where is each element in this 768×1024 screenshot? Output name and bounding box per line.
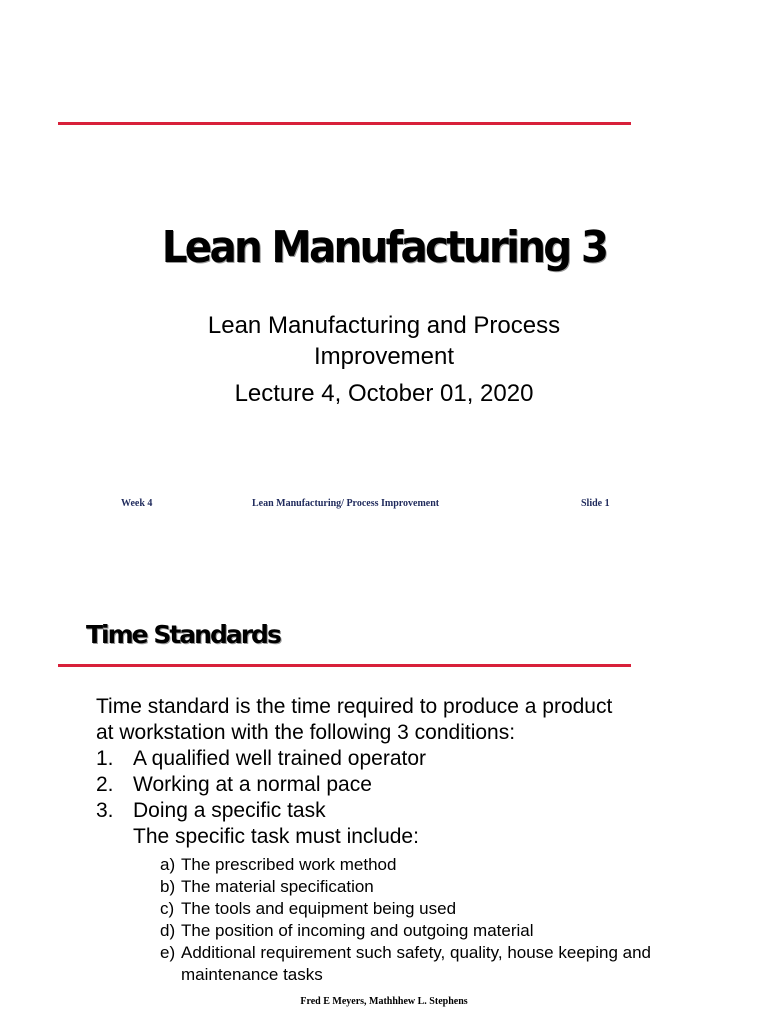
specific-task-list	[160, 854, 656, 986]
list-text: The tools and equipment being used	[181, 899, 457, 918]
condition-text: A qualified well trained operator	[133, 747, 427, 770]
footer-week: Week 4	[121, 498, 153, 509]
list-text: Additional requirement such safety, quality, house keeping and maintenance tasks	[181, 943, 651, 984]
footer-slide-number: Slide 1	[581, 498, 610, 509]
condition-number: 1.	[96, 747, 114, 770]
list-item	[160, 854, 656, 876]
subtitle-line-3: Lecture 4, October 01, 2020	[234, 380, 534, 407]
condition-item	[96, 772, 656, 798]
list-item	[160, 898, 656, 920]
list-letter: a)	[160, 855, 176, 874]
list-item	[160, 920, 656, 942]
list-text: The material specification	[181, 877, 374, 896]
list-item	[160, 876, 656, 898]
section-red-rule	[58, 664, 631, 667]
subtitle-line-1: Lean Manufacturing and Process	[207, 312, 561, 339]
specific-task-intro: The specific task must include:	[133, 825, 419, 848]
section-title: Time Standards	[86, 620, 280, 649]
list-letter: e)	[160, 943, 176, 962]
list-letter: d)	[160, 921, 176, 940]
slide-subtitle	[0, 310, 768, 409]
list-letter: b)	[160, 877, 176, 896]
list-item	[160, 942, 656, 986]
condition-item	[96, 746, 656, 772]
condition-number: 2.	[96, 773, 114, 796]
intro-line-1: Time standard is the time required to produce a product	[96, 695, 613, 718]
top-red-rule	[58, 122, 631, 125]
slide-body	[96, 694, 656, 986]
subtitle-line-2: Improvement	[313, 343, 455, 370]
author-credit: Fred E Meyers, Mathhhew L. Stephens	[300, 996, 468, 1007]
condition-item	[96, 798, 656, 824]
condition-number: 3.	[96, 799, 114, 822]
slide-title: Lean Manufacturing 3	[161, 222, 607, 273]
footer-course: Lean Manufacturing/ Process Improvement	[252, 498, 440, 509]
intro-line-2: at workstation with the following 3 conditions:	[96, 721, 516, 744]
list-text: The prescribed work method	[181, 855, 397, 874]
list-text: The position of incoming and outgoing material	[181, 921, 534, 940]
list-letter: c)	[160, 899, 175, 918]
condition-text: Working at a normal pace	[133, 773, 372, 796]
condition-text: Doing a specific task	[133, 799, 326, 822]
